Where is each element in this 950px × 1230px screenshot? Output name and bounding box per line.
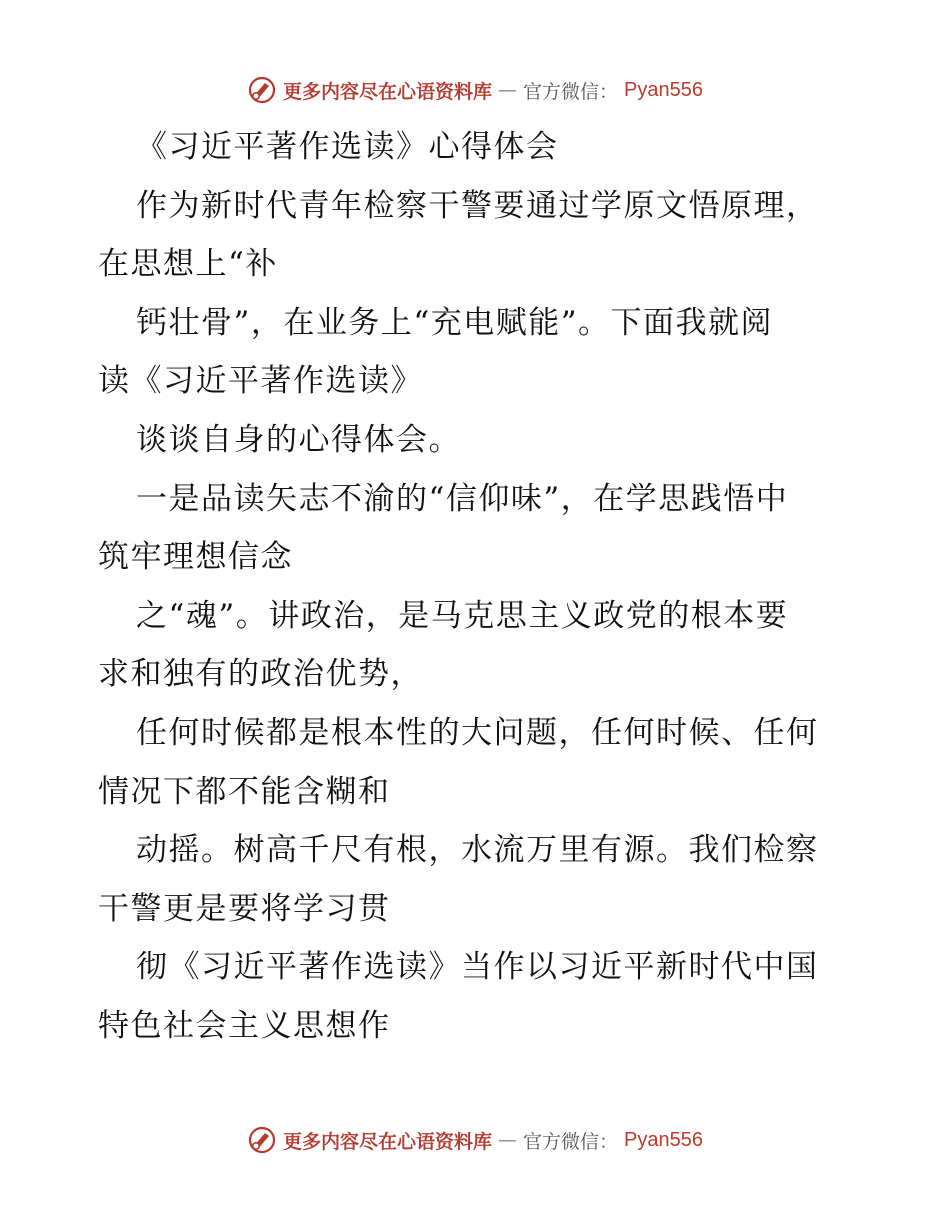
text-line: 情况下都不能含糊和 <box>98 773 391 810</box>
footer-banner-dash: — <box>498 1129 518 1151</box>
footer-wechat-label: 官方微信： <box>523 1130 619 1153</box>
header-wechat-id: Pyan556 <box>624 78 703 101</box>
pen-circle-logo-icon <box>247 75 277 105</box>
header-banner-text: 更多内容尽在心语资料库 <box>283 80 493 103</box>
footer-banner <box>0 1122 950 1158</box>
text-line: 之“魂”。讲政治，是马克思主义政党的根本要 <box>136 597 789 634</box>
text-line: 求和独有的政治优势， <box>98 656 423 693</box>
text-line: 读《习近平著作选读》 <box>98 363 423 400</box>
text-line: 任何时候都是根本性的大问题，任何时候、任何 <box>136 714 819 751</box>
text-line: 彻《习近平著作选读》当作以习近平新时代中国 <box>136 949 819 986</box>
text-line: 谈谈自身的心得体会。 <box>136 421 461 458</box>
footer-wechat-id: Pyan556 <box>624 1128 703 1151</box>
text-line: 干警更是要将学习贯 <box>98 890 391 927</box>
header-banner-dash: — <box>498 79 518 101</box>
text-line: 动摇。树高千尺有根，水流万里有源。我们检察 <box>136 832 819 869</box>
text-line: 一是品读矢志不渝的“信仰味”，在学思践悟中 <box>136 480 789 517</box>
text-line: 作为新时代青年检察干警要通过学原文悟原理， <box>136 187 819 224</box>
document-title: 《习近平著作选读》心得体会 <box>136 129 559 165</box>
header-wechat-label: 官方微信： <box>523 80 619 103</box>
text-line: 钙壮骨”，在业务上“充电赋能”。下面我就阅 <box>136 304 774 341</box>
text-line: 特色社会主义思想作 <box>98 1007 391 1044</box>
text-line: 在思想上“补 <box>98 246 278 283</box>
text-line: 筑牢理想信念 <box>98 539 293 576</box>
document-body <box>98 118 868 1056</box>
footer-banner-text: 更多内容尽在心语资料库 <box>283 1130 493 1153</box>
header-banner <box>0 72 950 108</box>
pen-circle-logo-icon <box>247 1125 277 1155</box>
